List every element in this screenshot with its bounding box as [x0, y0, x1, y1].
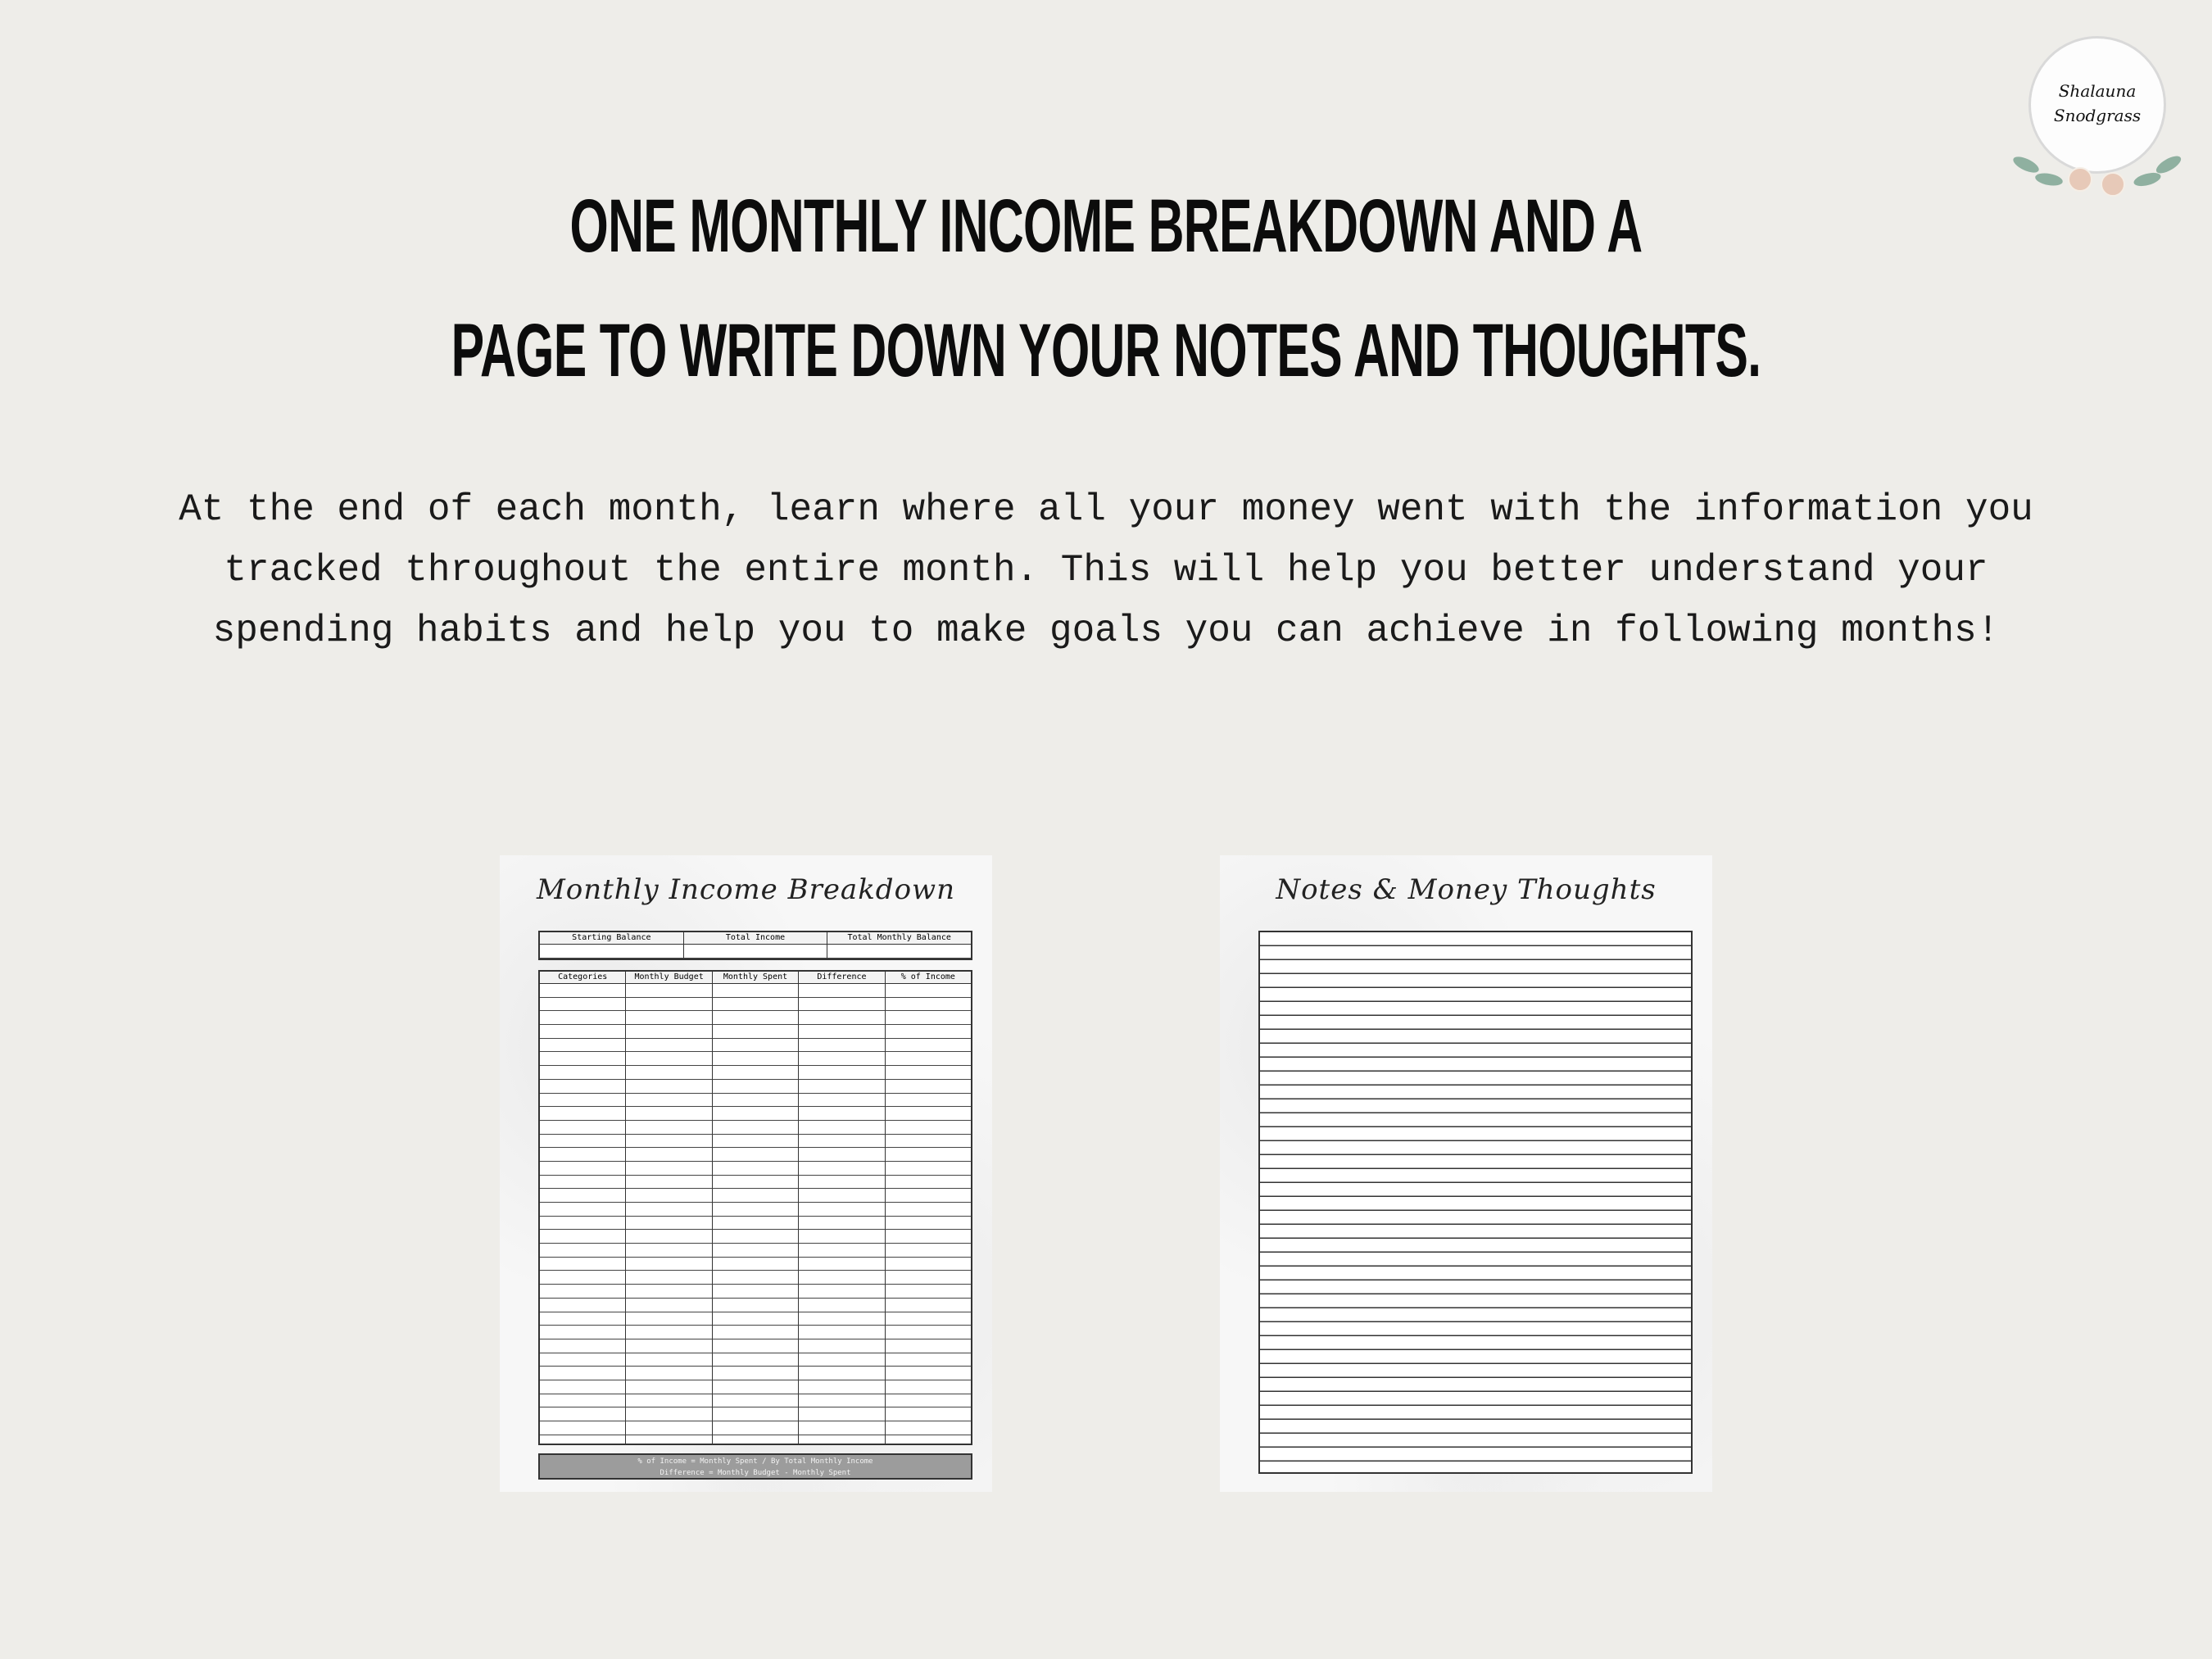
- table-cell: [540, 1162, 626, 1176]
- table-cell: [713, 1148, 799, 1162]
- table-cell: [799, 1258, 885, 1271]
- table-cell: [886, 1148, 971, 1162]
- category-header: Categories: [540, 972, 626, 984]
- table-cell: [886, 1394, 971, 1408]
- leaf-icon: [2034, 171, 2064, 188]
- category-header: % of Income: [886, 972, 971, 984]
- description-line-2: tracked throughout the entire month. This will help you better understand your: [224, 549, 1988, 592]
- table-row: [540, 1094, 971, 1108]
- table-cell: [626, 1258, 712, 1271]
- table-cell: [540, 1176, 626, 1190]
- table-cell: [799, 1176, 885, 1190]
- table-cell: [626, 1244, 712, 1258]
- table-cell: [886, 1066, 971, 1080]
- table-row: [540, 1148, 971, 1162]
- table-cell: [540, 1080, 626, 1094]
- table-cell: [886, 1230, 971, 1244]
- table-row: [540, 1312, 971, 1326]
- table-cell: [540, 1435, 626, 1445]
- table-cell: [540, 1271, 626, 1285]
- table-cell: [713, 1189, 799, 1203]
- table-cell: [886, 1244, 971, 1258]
- balance-cell: [540, 945, 684, 959]
- balance-row: [540, 945, 971, 959]
- table-cell: [799, 1435, 885, 1445]
- table-cell: [540, 1135, 626, 1149]
- table-cell: [886, 1421, 971, 1435]
- table-cell: [799, 984, 885, 998]
- table-cell: [626, 1080, 712, 1094]
- table-cell: [886, 1052, 971, 1066]
- table-cell: [540, 1203, 626, 1217]
- table-row: [540, 1107, 971, 1121]
- table-cell: [799, 1025, 885, 1039]
- table-cell: [886, 1011, 971, 1025]
- table-cell: [713, 1080, 799, 1094]
- table-row: [540, 1326, 971, 1339]
- table-row: [540, 1052, 971, 1066]
- table-cell: [626, 1339, 712, 1353]
- table-cell: [713, 1367, 799, 1380]
- table-cell: [626, 1052, 712, 1066]
- table-row: [540, 1285, 971, 1299]
- table-cell: [540, 1312, 626, 1326]
- table-cell: [540, 1244, 626, 1258]
- table-cell: [540, 1066, 626, 1080]
- table-cell: [540, 1217, 626, 1231]
- formula-bar: [538, 1453, 972, 1480]
- table-row: [540, 1407, 971, 1421]
- table-cell: [626, 1271, 712, 1285]
- table-cell: [799, 1135, 885, 1149]
- table-cell: [626, 1025, 712, 1039]
- categories-table: [538, 970, 972, 1445]
- table-cell: [540, 1230, 626, 1244]
- table-cell: [713, 1176, 799, 1190]
- table-cell: [626, 1353, 712, 1367]
- table-cell: [799, 1148, 885, 1162]
- leaf-icon: [2011, 153, 2042, 175]
- table-cell: [886, 1380, 971, 1394]
- table-cell: [799, 1039, 885, 1053]
- table-cell: [713, 1203, 799, 1217]
- table-row: [540, 1230, 971, 1244]
- table-cell: [713, 1052, 799, 1066]
- table-cell: [713, 1011, 799, 1025]
- formula-line-1: % of Income = Monthly Spent / By Total Monthly Income: [637, 1457, 873, 1466]
- balance-header-row: [540, 932, 971, 945]
- table-cell: [540, 1367, 626, 1380]
- table-cell: [626, 1285, 712, 1299]
- table-cell: [886, 1080, 971, 1094]
- table-cell: [626, 1326, 712, 1339]
- table-cell: [799, 1230, 885, 1244]
- income-sheet-title: Monthly Income Breakdown: [536, 873, 956, 906]
- table-row: [540, 1394, 971, 1408]
- balance-header: Total Monthly Balance: [827, 932, 971, 945]
- table-cell: [886, 1176, 971, 1190]
- description-line-1: At the end of each month, learn where all your money went with the information you: [179, 488, 2033, 531]
- balance-table: [538, 931, 972, 960]
- table-row: [540, 1135, 971, 1149]
- table-cell: [626, 1135, 712, 1149]
- table-cell: [713, 1121, 799, 1135]
- table-row: [540, 984, 971, 998]
- table-cell: [713, 1094, 799, 1108]
- table-cell: [886, 1326, 971, 1339]
- formula-line-2: Difference = Monthly Budget - Monthly Spent: [660, 1469, 851, 1477]
- table-cell: [886, 1435, 971, 1445]
- table-cell: [886, 1189, 971, 1203]
- table-cell: [799, 1339, 885, 1353]
- table-cell: [799, 1080, 885, 1094]
- table-cell: [713, 1135, 799, 1149]
- table-cell: [799, 1312, 885, 1326]
- table-cell: [626, 984, 712, 998]
- table-cell: [886, 984, 971, 998]
- table-cell: [626, 998, 712, 1012]
- leaf-icon: [2154, 152, 2183, 176]
- table-cell: [886, 1203, 971, 1217]
- table-cell: [886, 1094, 971, 1108]
- table-cell: [799, 1394, 885, 1408]
- table-cell: [713, 1312, 799, 1326]
- table-cell: [799, 1367, 885, 1380]
- table-cell: [540, 1148, 626, 1162]
- table-cell: [886, 1367, 971, 1380]
- table-cell: [540, 1421, 626, 1435]
- table-cell: [886, 1271, 971, 1285]
- table-cell: [626, 1176, 712, 1190]
- category-header: Monthly Spent: [713, 972, 799, 984]
- table-cell: [886, 1312, 971, 1326]
- table-cell: [799, 1162, 885, 1176]
- table-cell: [540, 1258, 626, 1271]
- table-cell: [799, 1299, 885, 1312]
- table-cell: [540, 1380, 626, 1394]
- table-row: [540, 1380, 971, 1394]
- table-cell: [540, 1285, 626, 1299]
- table-cell: [626, 1162, 712, 1176]
- table-cell: [799, 1217, 885, 1231]
- table-cell: [799, 1421, 885, 1435]
- table-cell: [713, 1299, 799, 1312]
- headline-line-2: PAGE TO WRITE DOWN YOUR NOTES AND THOUGHTS.: [451, 309, 1761, 392]
- table-cell: [626, 1312, 712, 1326]
- table-cell: [799, 1121, 885, 1135]
- table-cell: [886, 1258, 971, 1271]
- categories-header-row: [540, 972, 971, 984]
- table-cell: [540, 1094, 626, 1108]
- balance-header: Starting Balance: [540, 932, 684, 945]
- table-row: [540, 1367, 971, 1380]
- table-cell: [713, 1230, 799, 1244]
- table-cell: [540, 1407, 626, 1421]
- flower-icon: [2068, 167, 2092, 192]
- brand-logo: [2010, 36, 2184, 210]
- table-cell: [626, 1217, 712, 1231]
- table-cell: [799, 1066, 885, 1080]
- table-cell: [713, 1435, 799, 1445]
- table-cell: [540, 1121, 626, 1135]
- table-cell: [799, 1380, 885, 1394]
- table-cell: [886, 1039, 971, 1053]
- table-cell: [799, 1244, 885, 1258]
- notes-sheet-title: Notes & Money Thoughts: [1276, 873, 1657, 906]
- table-cell: [799, 1203, 885, 1217]
- table-row: [540, 1066, 971, 1080]
- table-cell: [713, 1258, 799, 1271]
- table-cell: [626, 1299, 712, 1312]
- table-row: [540, 1271, 971, 1285]
- table-cell: [713, 1066, 799, 1080]
- table-cell: [799, 1189, 885, 1203]
- flower-icon: [2101, 172, 2125, 197]
- table-cell: [886, 1107, 971, 1121]
- table-cell: [713, 1107, 799, 1121]
- table-row: [540, 1244, 971, 1258]
- income-breakdown-sheet: [500, 855, 992, 1492]
- table-cell: [540, 1039, 626, 1053]
- table-cell: [713, 998, 799, 1012]
- table-row: [540, 1162, 971, 1176]
- table-cell: [799, 1011, 885, 1025]
- table-cell: [626, 1421, 712, 1435]
- table-row: [540, 1189, 971, 1203]
- table-cell: [540, 1353, 626, 1367]
- table-cell: [540, 1025, 626, 1039]
- table-cell: [713, 1421, 799, 1435]
- categories-body: [540, 984, 971, 1445]
- table-row: [540, 1025, 971, 1039]
- table-cell: [713, 984, 799, 998]
- table-cell: [799, 1285, 885, 1299]
- table-cell: [713, 1244, 799, 1258]
- description: [98, 479, 2114, 661]
- table-row: [540, 1421, 971, 1435]
- table-cell: [713, 1025, 799, 1039]
- table-row: [540, 1435, 971, 1445]
- table-row: [540, 1080, 971, 1094]
- table-cell: [626, 1011, 712, 1025]
- table-cell: [799, 1107, 885, 1121]
- table-cell: [540, 1052, 626, 1066]
- table-row: [540, 1339, 971, 1353]
- table-cell: [886, 1407, 971, 1421]
- table-cell: [626, 1066, 712, 1080]
- table-cell: [886, 1353, 971, 1367]
- table-cell: [626, 1121, 712, 1135]
- table-row: [540, 1258, 971, 1271]
- table-cell: [713, 1162, 799, 1176]
- table-cell: [886, 1339, 971, 1353]
- table-row: [540, 1353, 971, 1367]
- notes-sheet: [1220, 855, 1712, 1492]
- category-header: Difference: [799, 972, 885, 984]
- table-cell: [626, 1203, 712, 1217]
- table-cell: [799, 1271, 885, 1285]
- table-row: [540, 1039, 971, 1053]
- logo-line-2: Snodgrass: [2053, 106, 2142, 125]
- table-cell: [713, 1394, 799, 1408]
- table-cell: [626, 1148, 712, 1162]
- table-cell: [626, 1407, 712, 1421]
- balance-cell: [684, 945, 828, 959]
- table-cell: [540, 1339, 626, 1353]
- balance-cell: [827, 945, 971, 959]
- table-cell: [540, 1107, 626, 1121]
- table-cell: [886, 1135, 971, 1149]
- table-cell: [626, 1230, 712, 1244]
- table-cell: [713, 1285, 799, 1299]
- table-cell: [626, 1094, 712, 1108]
- table-cell: [713, 1271, 799, 1285]
- table-cell: [540, 1189, 626, 1203]
- table-row: [540, 998, 971, 1012]
- table-cell: [713, 1407, 799, 1421]
- category-header: Monthly Budget: [626, 972, 712, 984]
- logo-signature: [2028, 79, 2166, 128]
- table-cell: [713, 1353, 799, 1367]
- table-cell: [540, 1299, 626, 1312]
- description-line-3: spending habits and help you to make goals you can achieve in following months!: [212, 610, 2000, 652]
- table-cell: [886, 998, 971, 1012]
- table-cell: [886, 1121, 971, 1135]
- table-cell: [713, 1217, 799, 1231]
- table-cell: [713, 1339, 799, 1353]
- table-cell: [626, 1107, 712, 1121]
- table-cell: [540, 1394, 626, 1408]
- table-cell: [626, 1380, 712, 1394]
- table-cell: [886, 1285, 971, 1299]
- table-cell: [799, 1326, 885, 1339]
- table-cell: [713, 1380, 799, 1394]
- table-cell: [626, 1039, 712, 1053]
- table-row: [540, 1217, 971, 1231]
- balance-header: Total Income: [684, 932, 828, 945]
- table-cell: [713, 1039, 799, 1053]
- headline: [0, 164, 2212, 413]
- table-cell: [540, 1326, 626, 1339]
- table-cell: [626, 1394, 712, 1408]
- table-cell: [540, 998, 626, 1012]
- table-cell: [626, 1367, 712, 1380]
- table-cell: [799, 1094, 885, 1108]
- table-cell: [540, 1011, 626, 1025]
- table-cell: [886, 1162, 971, 1176]
- table-row: [540, 1299, 971, 1312]
- table-cell: [799, 1353, 885, 1367]
- table-row: [540, 1176, 971, 1190]
- headline-line-1: ONE MONTHLY INCOME BREAKDOWN AND A: [569, 184, 1643, 268]
- notes-lined-area: [1258, 931, 1693, 1474]
- table-row: [540, 1203, 971, 1217]
- table-cell: [886, 1217, 971, 1231]
- table-cell: [799, 1052, 885, 1066]
- table-row: [540, 1121, 971, 1135]
- table-row: [540, 1011, 971, 1025]
- table-cell: [799, 1407, 885, 1421]
- table-cell: [886, 1299, 971, 1312]
- table-cell: [626, 1435, 712, 1445]
- table-cell: [713, 1326, 799, 1339]
- table-cell: [626, 1189, 712, 1203]
- logo-line-1: Shalauna: [2058, 81, 2137, 101]
- table-cell: [799, 998, 885, 1012]
- table-cell: [540, 984, 626, 998]
- table-cell: [886, 1025, 971, 1039]
